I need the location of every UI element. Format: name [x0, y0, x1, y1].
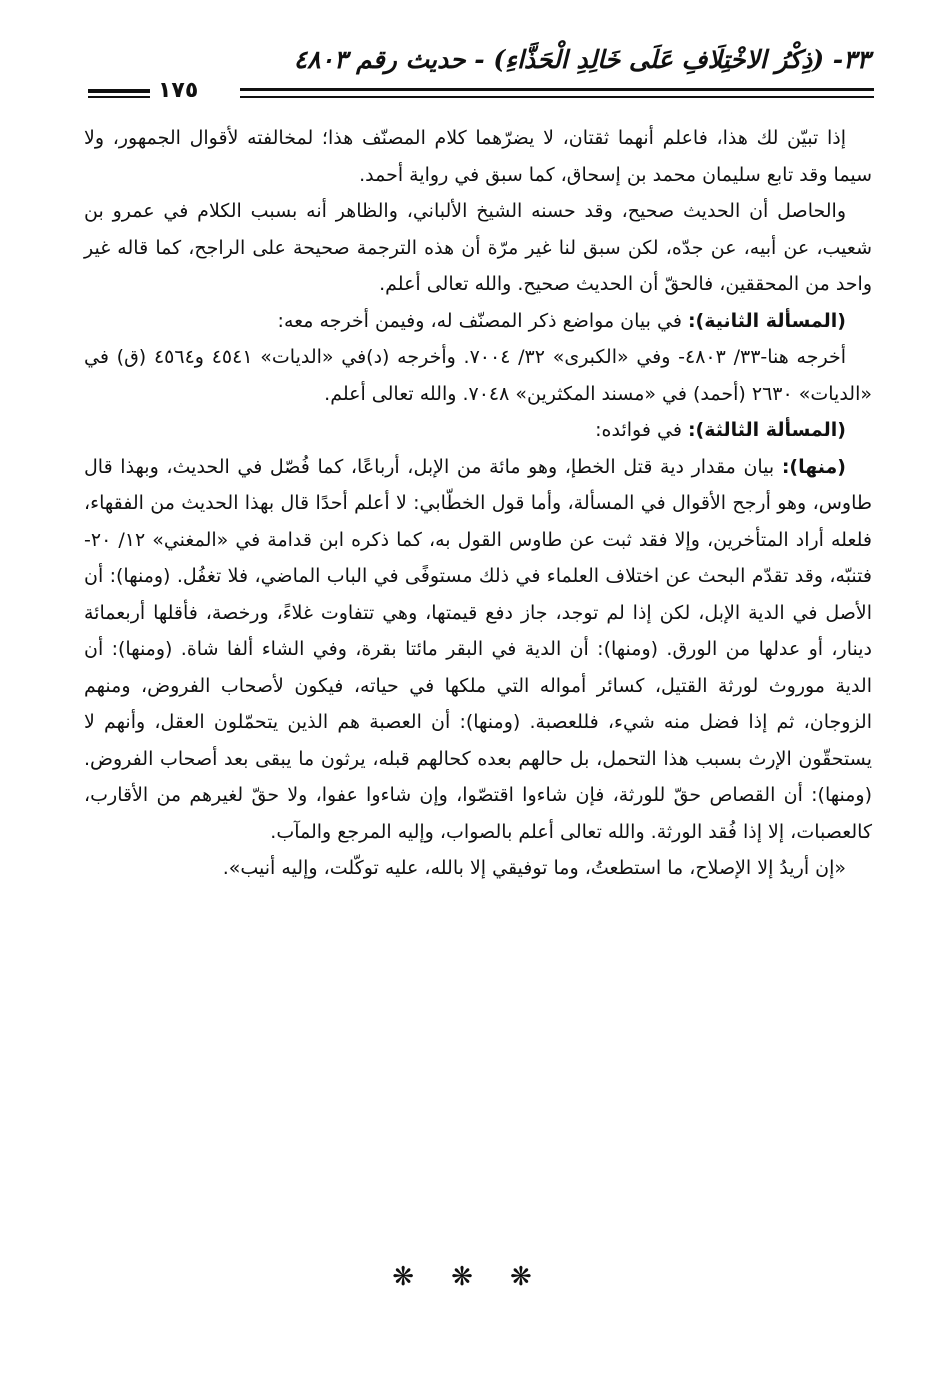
paragraph-label: (منها): [781, 455, 846, 478]
paragraph-label: (المسألة الثالثة): [687, 419, 846, 441]
paragraph-text: في فوائده: [595, 419, 688, 441]
paragraph [84, 449, 872, 851]
header-rule [88, 96, 150, 98]
paragraph-text: إذا تبيّن لك هذا، فاعلم أنهما ثقتان، لا يضرّهما كلام المصنّف هذا؛ لمخالفته لأقوال الجمهور، ولا سيما وقد تابع سليمان محمد بن إسحاق، كما سبق في رواية أحمد. [84, 127, 872, 186]
header-rule [240, 88, 874, 91]
header-rule [88, 89, 150, 93]
paragraph-text: «إن أريدُ إلا الإصلاح، ما استطعتُ، وما توفيقي إلا بالله، عليه توكّلت، وإليه أنيب». [222, 857, 846, 879]
paragraph-text: بيان مقدار دية قتل الخطإ، وهو مائة من الإبل، أرباعًا، كما فُصّل في الحديث، وبهذا قال طاوس، وهو أرجح الأقوال في المسألة، وأما قول الخطّابي: لا أعلم أحدًا قال بهذا الحديث من الفقهاء، فلعله أراد المتأخرين، وإلا فقد ثبت عن طاوس القول به، كما ذكره ابن قدامة في «المغني» ١٢/ ٢٠- فتنبّه، وقد تقدّم البحث عن اختلاف العلماء في ذلك مستوفًى في الباب الماضي، فلا تغفُل. (ومنها): أن الأصل في الدية الإبل، لكن إذا لم توجد، جاز دفع قيمتها، وهي تتفاوت غلاءً، ورخصة، فأقلها أربعمائة دينار، أو عدلها من الورق. (ومنها): أن الدية في البقر مائتا بقرة، وفي الشاء ألفا شاة. (ومنها): أن الدية موروث لورثة القتيل، كسائر أمواله التي ملكها في حياته، فيكون لأصحاب الفروض، ومنهم الزوجان، ثم إذا فضل منه شيء، فللعصبة. (ومنها): أن العصبة هم الذين يتحمّلون العقل، وأنهم لا يستحقّون الإرث بسبب هذا التحمل، بل حالهم بعده كحالهم قبله، يرثون ما يبقى بعد أصحاب الفروض. (ومنها): أن القصاص حقّ للورثة، فإن شاءوا اقتصّوا، وإن شاءوا عفوا، ولا حقّ لغيرهم من الأقارب، كالعصبات، إلا إذا فُقد الورثة. والله تعالى أعلم بالصواب، وإليه المرجع والمآب. [84, 455, 872, 843]
paragraph [84, 120, 872, 193]
chapter-title: ٣٣- (ذِكْرُ الاخْتِلَافِ عَلَى خَالِدِ الْحَذَّاءِ) - حديث رقم ٤٨٠٣ [293, 45, 870, 74]
section-end-ornament: ❋ ❋ ❋ [392, 1262, 546, 1292]
paragraph [84, 412, 872, 449]
paragraph [84, 339, 872, 412]
paragraph [84, 193, 872, 303]
paragraph [84, 303, 872, 340]
body-text [84, 120, 872, 887]
page-header [88, 40, 870, 104]
paragraph-text: أخرجه هنا-٣٣/ ٤٨٠٣- وفي «الكبرى» ٣٢/ ٧٠٠٤. وأخرجه (د)في «الديات» ٤٥٤١ و٤٥٦٤ (ق) في «الديات» ٢٦٣٠ (أحمد) في «مسند المكثرين» ٧٠٤٨. والله تعالى أعلم. [84, 346, 872, 405]
page-number: ١٧٥ [158, 78, 199, 103]
paragraph-text: في بيان مواضع ذكر المصنّف له، وفيمن أخرجه معه: [277, 309, 688, 332]
paragraph-label: (المسألة الثانية): [687, 309, 846, 332]
header-rule [240, 96, 874, 98]
paragraph-text: والحاصل أن الحديث صحيح، وقد حسنه الشيخ الألباني، والظاهر أنه بسبب الكلام في عمرو بن شعيب، عن أبيه، عن جدّه، لكن سبق لنا غير مرّة أن هذه الترجمة صحيحة على الراجح، كما قاله غير واحد من المحققين، فالحقّ أن الحديث صحيح. والله تعالى أعلم. [84, 200, 872, 295]
paragraph [84, 850, 872, 887]
